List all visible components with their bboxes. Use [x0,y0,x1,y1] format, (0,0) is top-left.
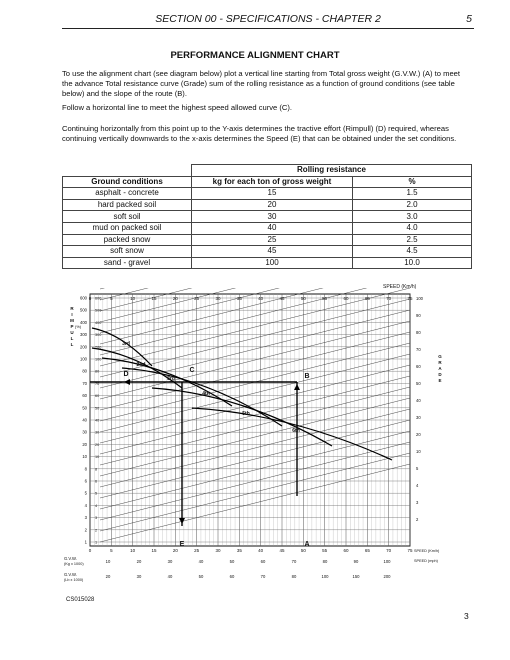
table-row [63,211,472,223]
top-tick-label: 45 [279,296,285,301]
top-tick-label: 30 [215,296,221,301]
cell-percent: 1.5 [353,188,472,200]
bottom-tick-label: 40 [258,548,264,553]
gvw-lb-tick-label: 70 [260,574,266,579]
inner-left-tick-label: 50 [95,406,100,411]
left-tick-label: 400 [80,319,87,325]
top-tick-label: 65 [364,296,370,301]
gear-curve [192,408,392,460]
grade-line [100,376,410,454]
left-tick-label: 200 [80,344,87,350]
inner-left-tick-label: 40 [95,418,100,423]
speed-kmh-label: SPEED (Km/h) [414,549,440,553]
gvw-lb-tick-label: 50 [198,574,204,579]
gvw-kg-tick-label: 100 [383,559,391,564]
table-row [63,199,472,211]
left-tick-label: 6 [84,478,87,484]
inner-left-tick-label: 400 [95,320,102,325]
performance-alignment-chart [62,288,452,593]
top-tick-label: 20 [172,296,178,301]
inner-left-tick-label: 30 [95,430,100,435]
col-header-ground: Ground conditions [63,176,192,188]
inner-left-tick-label: 4 [95,503,98,508]
left-tick-label: 50 [82,405,87,411]
gear-label: 3rd [167,376,175,382]
right-tick-label: 3 [416,500,419,505]
chart-speed-title: SPEED (Km/h) [383,284,417,290]
inner-left-tick-label: 100 [95,357,102,362]
table-row [63,257,472,269]
inner-left-tick-label: 80 [95,369,100,374]
top-tick-label: 70 [386,296,392,301]
top-tick-label: 50 [300,296,306,301]
point-label-d: D [123,371,129,378]
inner-left-tick-label: 60 [95,394,100,399]
gvw-kg-tick-label: 90 [353,559,359,564]
chart-grid [90,288,410,546]
grade-line [100,431,410,509]
right-axis-letter: D [438,372,442,377]
grade-line [100,464,410,542]
header-page-number: 5 [466,13,472,25]
left-axis-letter: P [70,324,74,329]
right-tick-label: 70 [416,347,421,352]
left-tick-label: 4 [84,502,87,508]
top-tick-label: 0 [88,296,92,301]
cell-percent: 4.0 [353,222,472,234]
gear-label: 6th [292,428,300,434]
gvw-unit-lb: (Lb x 1000) [64,578,84,582]
left-tick-label: 30 [82,429,87,435]
bottom-tick-label: 45 [279,548,285,553]
arrow-left [124,379,130,385]
inner-left-tick-label: 10 [95,455,100,460]
left-axis-letter: L [70,336,74,341]
page-header [62,12,474,29]
footer-page-number: 3 [464,611,469,621]
gvw-label-lb: G.V.W. [64,572,77,577]
cell-percent: 3.0 [353,211,472,223]
gvw-unit-kg: (Kg x 1000) [64,562,84,566]
top-tick-label: 10 [130,296,136,301]
cell-kg: 100 [192,257,353,269]
gear-label: 4th [202,391,210,397]
right-tick-label: 40 [416,398,421,403]
grade-line [100,365,410,443]
left-tick-label: 8 [84,466,87,472]
left-tick-label: 5 [84,490,87,496]
gvw-lb-tick-label: 100 [321,574,329,579]
inner-left-tick-label: 70 [95,381,100,386]
gvw-kg-tick-label: 40 [198,559,204,564]
point-label-c: C [189,367,195,374]
inner-left-tick-label: 6 [95,479,98,484]
inner-left-tick-label: 8 [95,467,98,472]
inner-left-tick-label: 1 [95,540,98,545]
grade-line [100,387,410,465]
left-axis-letter: M [70,318,74,323]
section-title: SECTION 00 - SPECIFICATIONS - CHAPTER 2 [155,13,381,25]
cell-kg: 20 [192,199,353,211]
instruction-paragraph-1: To use the alignment chart (see diagram below) plot a vertical line starting from Total gross weight (G.V.W.) (A) to meet the advance Total resistance curve (Grade) sum of the rolling resistance as a function of ground conditions (see table below) and the slope of the route (B). [62,69,460,98]
right-axis-letter: A [438,366,442,371]
cell-ground: asphalt - concrete [63,188,192,200]
bottom-tick-label: 25 [194,548,200,553]
cell-ground: sand - gravel [63,257,192,269]
bottom-tick-label: 35 [236,548,242,553]
top-tick-label: 40 [258,296,264,301]
bottom-tick-label: 70 [386,548,392,553]
inner-left-tick-label: 500 [95,308,102,313]
cell-percent: 2.5 [353,234,472,246]
cell-ground: soft snow [63,246,192,258]
gvw-lb-tick-label: 80 [291,574,297,579]
gvw-label-kg: G.V.W. [64,556,77,561]
grade-line [100,420,410,498]
table-row [63,222,472,234]
gvw-kg-tick-label: 60 [260,559,266,564]
left-axis-letter: R [70,306,74,311]
right-axis-letter: G [438,354,442,359]
bottom-tick-label: 10 [130,548,136,553]
gvw-lb-tick-label: 150 [352,574,360,579]
right-tick-label: 90 [416,313,421,318]
grade-line [100,310,410,388]
right-tick-label: 50 [416,381,421,386]
gvw-kg-tick-label: 50 [229,559,235,564]
document-title: PERFORMANCE ALIGNMENT CHART [170,50,340,61]
right-axis-letter: E [438,378,442,383]
point-label-e: E [179,541,185,548]
left-axis-letter: L [70,342,74,347]
inner-left-tick-label: 2 [95,528,98,533]
table-group-header: Rolling resistance [192,165,472,177]
cell-ground: hard packed soil [63,199,192,211]
gear-label: 2nd [136,362,146,368]
grade-line [100,453,410,531]
right-tick-label: 4 [416,483,419,488]
cell-ground: packed snow [63,234,192,246]
left-axis-letter: U [70,330,74,335]
inner-left-tick-label: 200 [95,345,102,350]
table-row [63,246,472,258]
gvw-kg-tick-label: 10 [105,559,111,564]
gvw-kg-tick-label: 70 [291,559,297,564]
left-tick-label: 100 [80,356,87,362]
inner-left-tick-label: 300 [95,333,102,338]
gvw-kg-tick-label: 30 [167,559,173,564]
inner-left-tick-label: 600 [95,296,102,301]
left-tick-label: 70 [82,380,87,386]
cell-percent: 2.0 [353,199,472,211]
rolling-resistance-table [62,164,472,269]
bottom-tick-label: 65 [364,548,370,553]
top-tick-label: 15 [151,296,157,301]
gear-label: 5th [242,411,250,417]
inner-left-tick-label: 20 [95,442,100,447]
cell-kg: 25 [192,234,353,246]
right-tick-label: 20 [416,432,421,437]
col-header-kg: kg for each ton of gross weight [192,176,353,188]
instruction-paragraph-3: Continuing horizontally from this point up to the Y-axis determines the tractive effort (Rimpull) (D) required, whereas continuing vertically downwards to the x-axis determines the Speed (E) that can be obtained under the set conditions. [62,124,457,143]
instruction-paragraph-2: Follow a horizontal line to meet the highest speed allowed curve (C). [62,103,293,112]
left-tick-label: 10 [82,454,87,460]
top-tick-label: 60 [343,296,349,301]
bottom-tick-label: 15 [151,548,157,553]
document-code: CS015028 [66,597,95,603]
speed-mph-label: SPEED (mph) [414,559,438,563]
gear-curve [152,388,332,446]
gear-label: 3rd [122,341,130,347]
left-tick-label: 1 [84,539,87,545]
col-header-percent: % [353,176,472,188]
left-tick-label: 80 [82,368,87,374]
cell-kg: 30 [192,211,353,223]
right-tick-label: 2 [416,517,419,522]
bottom-tick-label: 20 [172,548,178,553]
right-tick-label: 30 [416,415,421,420]
cell-kg: 40 [192,222,353,234]
cell-ground: soft soil [63,211,192,223]
cell-ground: mud on packed soil [63,222,192,234]
left-axis-letter: I [71,312,73,317]
bottom-tick-label: 5 [110,548,113,553]
inner-left-tick-label: 3 [95,516,98,521]
cell-percent: 10.0 [353,257,472,269]
top-tick-label: 55 [322,296,328,301]
inner-left-tick-label: 5 [95,491,98,496]
left-tick-label: 500 [80,307,87,313]
point-label-a: A [304,541,310,548]
gvw-lb-tick-label: 40 [167,574,173,579]
cell-percent: 4.5 [353,246,472,258]
left-tick-label: 300 [80,332,87,338]
top-tick-label: 25 [194,296,200,301]
table-row [63,188,472,200]
gvw-kg-tick-label: 20 [136,559,142,564]
cell-kg: 15 [192,188,353,200]
table-row [63,234,472,246]
left-tick-label: 40 [82,417,87,423]
left-tick-label: 3 [84,515,87,521]
bottom-tick-label: 55 [322,548,328,553]
left-tick-label: 60 [82,393,87,399]
bottom-tick-label: 30 [215,548,221,553]
grade-line [100,288,410,366]
point-label-b: B [304,373,310,380]
bottom-tick-label: 0 [88,548,92,553]
pct-unit-label: (%) [74,324,82,329]
gvw-lb-tick-label: 30 [136,574,142,579]
gvw-lb-tick-label: 60 [229,574,235,579]
left-tick-label: 20 [82,441,87,447]
right-tick-label: 80 [416,330,421,335]
top-tick-label: 5 [110,296,113,301]
bottom-tick-label: 50 [300,548,306,553]
left-tick-label: 600 [80,295,87,301]
bottom-tick-label: 60 [343,548,349,553]
right-axis-letter: R [438,360,442,365]
top-tick-label: 35 [236,296,242,301]
gvw-lb-tick-label: 200 [383,574,391,579]
left-tick-label: 2 [84,527,87,533]
right-tick-label: 60 [416,364,421,369]
right-tick-label: 10 [416,449,421,454]
gvw-lb-tick-label: 20 [105,574,111,579]
gvw-kg-tick-label: 80 [322,559,328,564]
cell-kg: 45 [192,246,353,258]
chart-curves [90,328,392,526]
top-tick-label: 75 [407,296,413,301]
bottom-tick-label: 75 [407,548,413,553]
right-tick-label: 5 [416,466,419,471]
right-tick-label: 100 [416,296,423,301]
